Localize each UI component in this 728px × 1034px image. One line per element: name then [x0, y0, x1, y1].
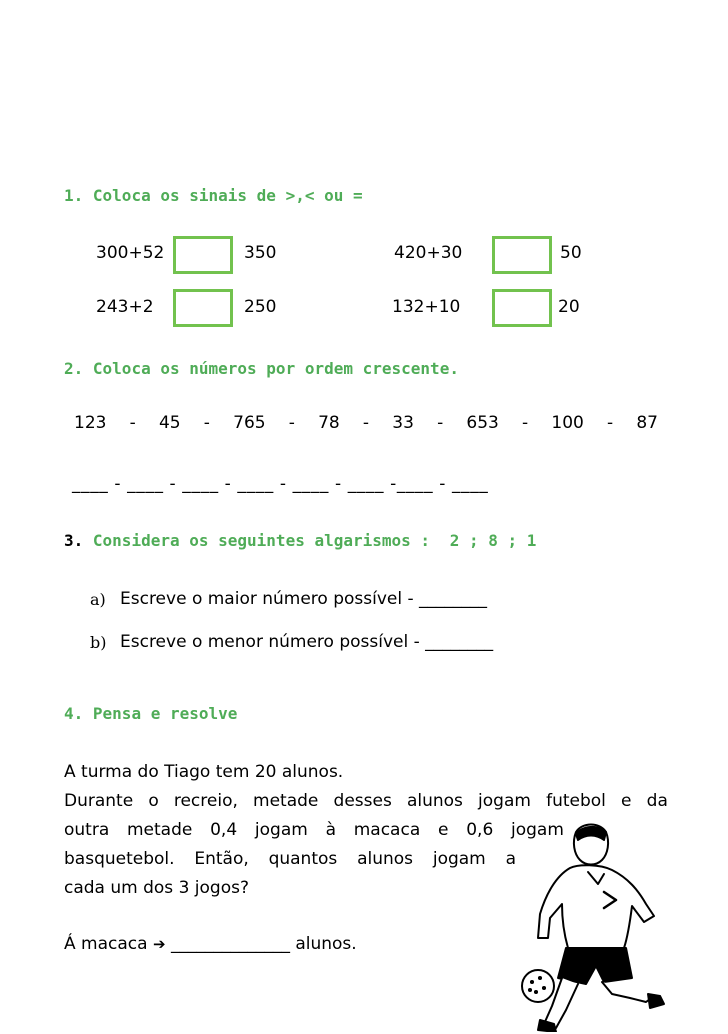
word: futebol — [546, 791, 606, 811]
sequence-item: 45 — [158, 413, 181, 433]
q1-answer-box[interactable] — [173, 236, 233, 274]
q4-answer-line[interactable] — [64, 930, 357, 959]
q4-line1: A turma do Tiago tem 20 alunos. — [64, 762, 344, 782]
q4-line4 — [64, 845, 516, 874]
q1-heading — [64, 186, 363, 205]
q4-number: 4. — [64, 704, 84, 723]
q1-number: 1. — [64, 186, 84, 205]
q2-number: 2. — [64, 359, 84, 378]
q3b-marker: b) — [90, 633, 107, 652]
word: alunos — [357, 849, 414, 869]
word: a — [505, 849, 516, 869]
q2-title: Coloca os números por ordem crescente. — [92, 359, 459, 378]
q3b-text[interactable]: Escreve o menor número possível - ________ — [120, 632, 494, 652]
football-player-illustration — [505, 818, 678, 1032]
word: e — [621, 791, 632, 811]
q3a-marker: a) — [90, 590, 106, 609]
word: jogam — [432, 849, 486, 869]
answer-blank[interactable]: ______________ — [170, 934, 290, 954]
q4-line3 — [64, 816, 564, 845]
q3-title: Considera os seguintes algarismos : — [92, 531, 431, 550]
word: alunos — [406, 791, 463, 811]
q4-heading — [64, 704, 237, 723]
word: recreio, — [173, 791, 238, 811]
q3-number: 3. — [64, 531, 84, 550]
word: outra — [64, 820, 110, 840]
sequence-item: - — [607, 413, 614, 433]
q1-row2-left-a: 243+2 — [96, 297, 154, 317]
q1-answer-box[interactable] — [492, 289, 552, 327]
word: macaca — [353, 820, 421, 840]
sequence-item: 78 — [318, 413, 340, 433]
sequence-item: - — [129, 413, 136, 433]
word: metade — [253, 791, 319, 811]
word: jogam — [478, 791, 531, 811]
word: da — [646, 791, 668, 811]
q1-row1-right-b: 50 — [560, 243, 582, 263]
sequence-item: 100 — [551, 413, 584, 433]
word: jogam — [254, 820, 308, 840]
sequence-item: 33 — [392, 413, 414, 433]
q4-line2 — [64, 787, 668, 816]
word: metade — [127, 820, 193, 840]
q4-title: Pensa e resolve — [92, 704, 238, 723]
word: quantos — [268, 849, 338, 869]
sequence-item: - — [362, 413, 370, 433]
word: à — [325, 820, 336, 840]
sequence-item: - — [437, 413, 444, 433]
word: basquetebol. — [64, 849, 175, 869]
word: 0,6 — [466, 820, 494, 840]
q3-digits: 2 ; 8 ; 1 — [449, 531, 537, 550]
sequence-item: 123 — [74, 413, 107, 433]
word: Durante — [64, 791, 134, 811]
sequence-item: 653 — [466, 413, 499, 433]
q1-answer-box[interactable] — [173, 289, 233, 327]
sequence-item: 87 — [636, 413, 658, 433]
sequence-item: - — [522, 413, 529, 433]
answer-label: Á macaca — [64, 934, 148, 954]
q1-answer-box[interactable] — [492, 236, 552, 274]
word: 0,4 — [210, 820, 238, 840]
answer-unit: alunos. — [295, 934, 357, 954]
q4-line5: cada um dos 3 jogos? — [64, 878, 249, 898]
q2-number-sequence — [74, 413, 658, 433]
q1-row2-right-b: 20 — [558, 297, 580, 317]
q1-row1-right-a: 350 — [244, 243, 277, 263]
q1-row2-left-b: 132+10 — [392, 297, 461, 317]
word: Então, — [194, 849, 249, 869]
q3-heading — [64, 531, 536, 550]
q3a-text[interactable]: Escreve o maior número possível - ________ — [120, 589, 488, 609]
arrow-icon: ➔ — [152, 935, 166, 953]
q1-row1-left-a: 300+52 — [96, 243, 165, 263]
word: e — [438, 820, 449, 840]
sequence-item: - — [288, 413, 295, 433]
q1-title: Coloca os sinais de >,< ou = — [92, 186, 363, 205]
q1-row2-right-a: 250 — [244, 297, 277, 317]
word: desses — [333, 791, 392, 811]
word: jogam — [511, 820, 564, 840]
sequence-item: 765 — [233, 413, 266, 433]
word: o — [148, 791, 159, 811]
q2-heading — [64, 359, 459, 378]
q2-answer-line[interactable]: ____ - ____ - ____ - ____ - ____ - ____ -____ - ____ — [72, 474, 489, 494]
q1-row1-left-b: 420+30 — [394, 243, 463, 263]
sequence-item: - — [203, 413, 210, 433]
